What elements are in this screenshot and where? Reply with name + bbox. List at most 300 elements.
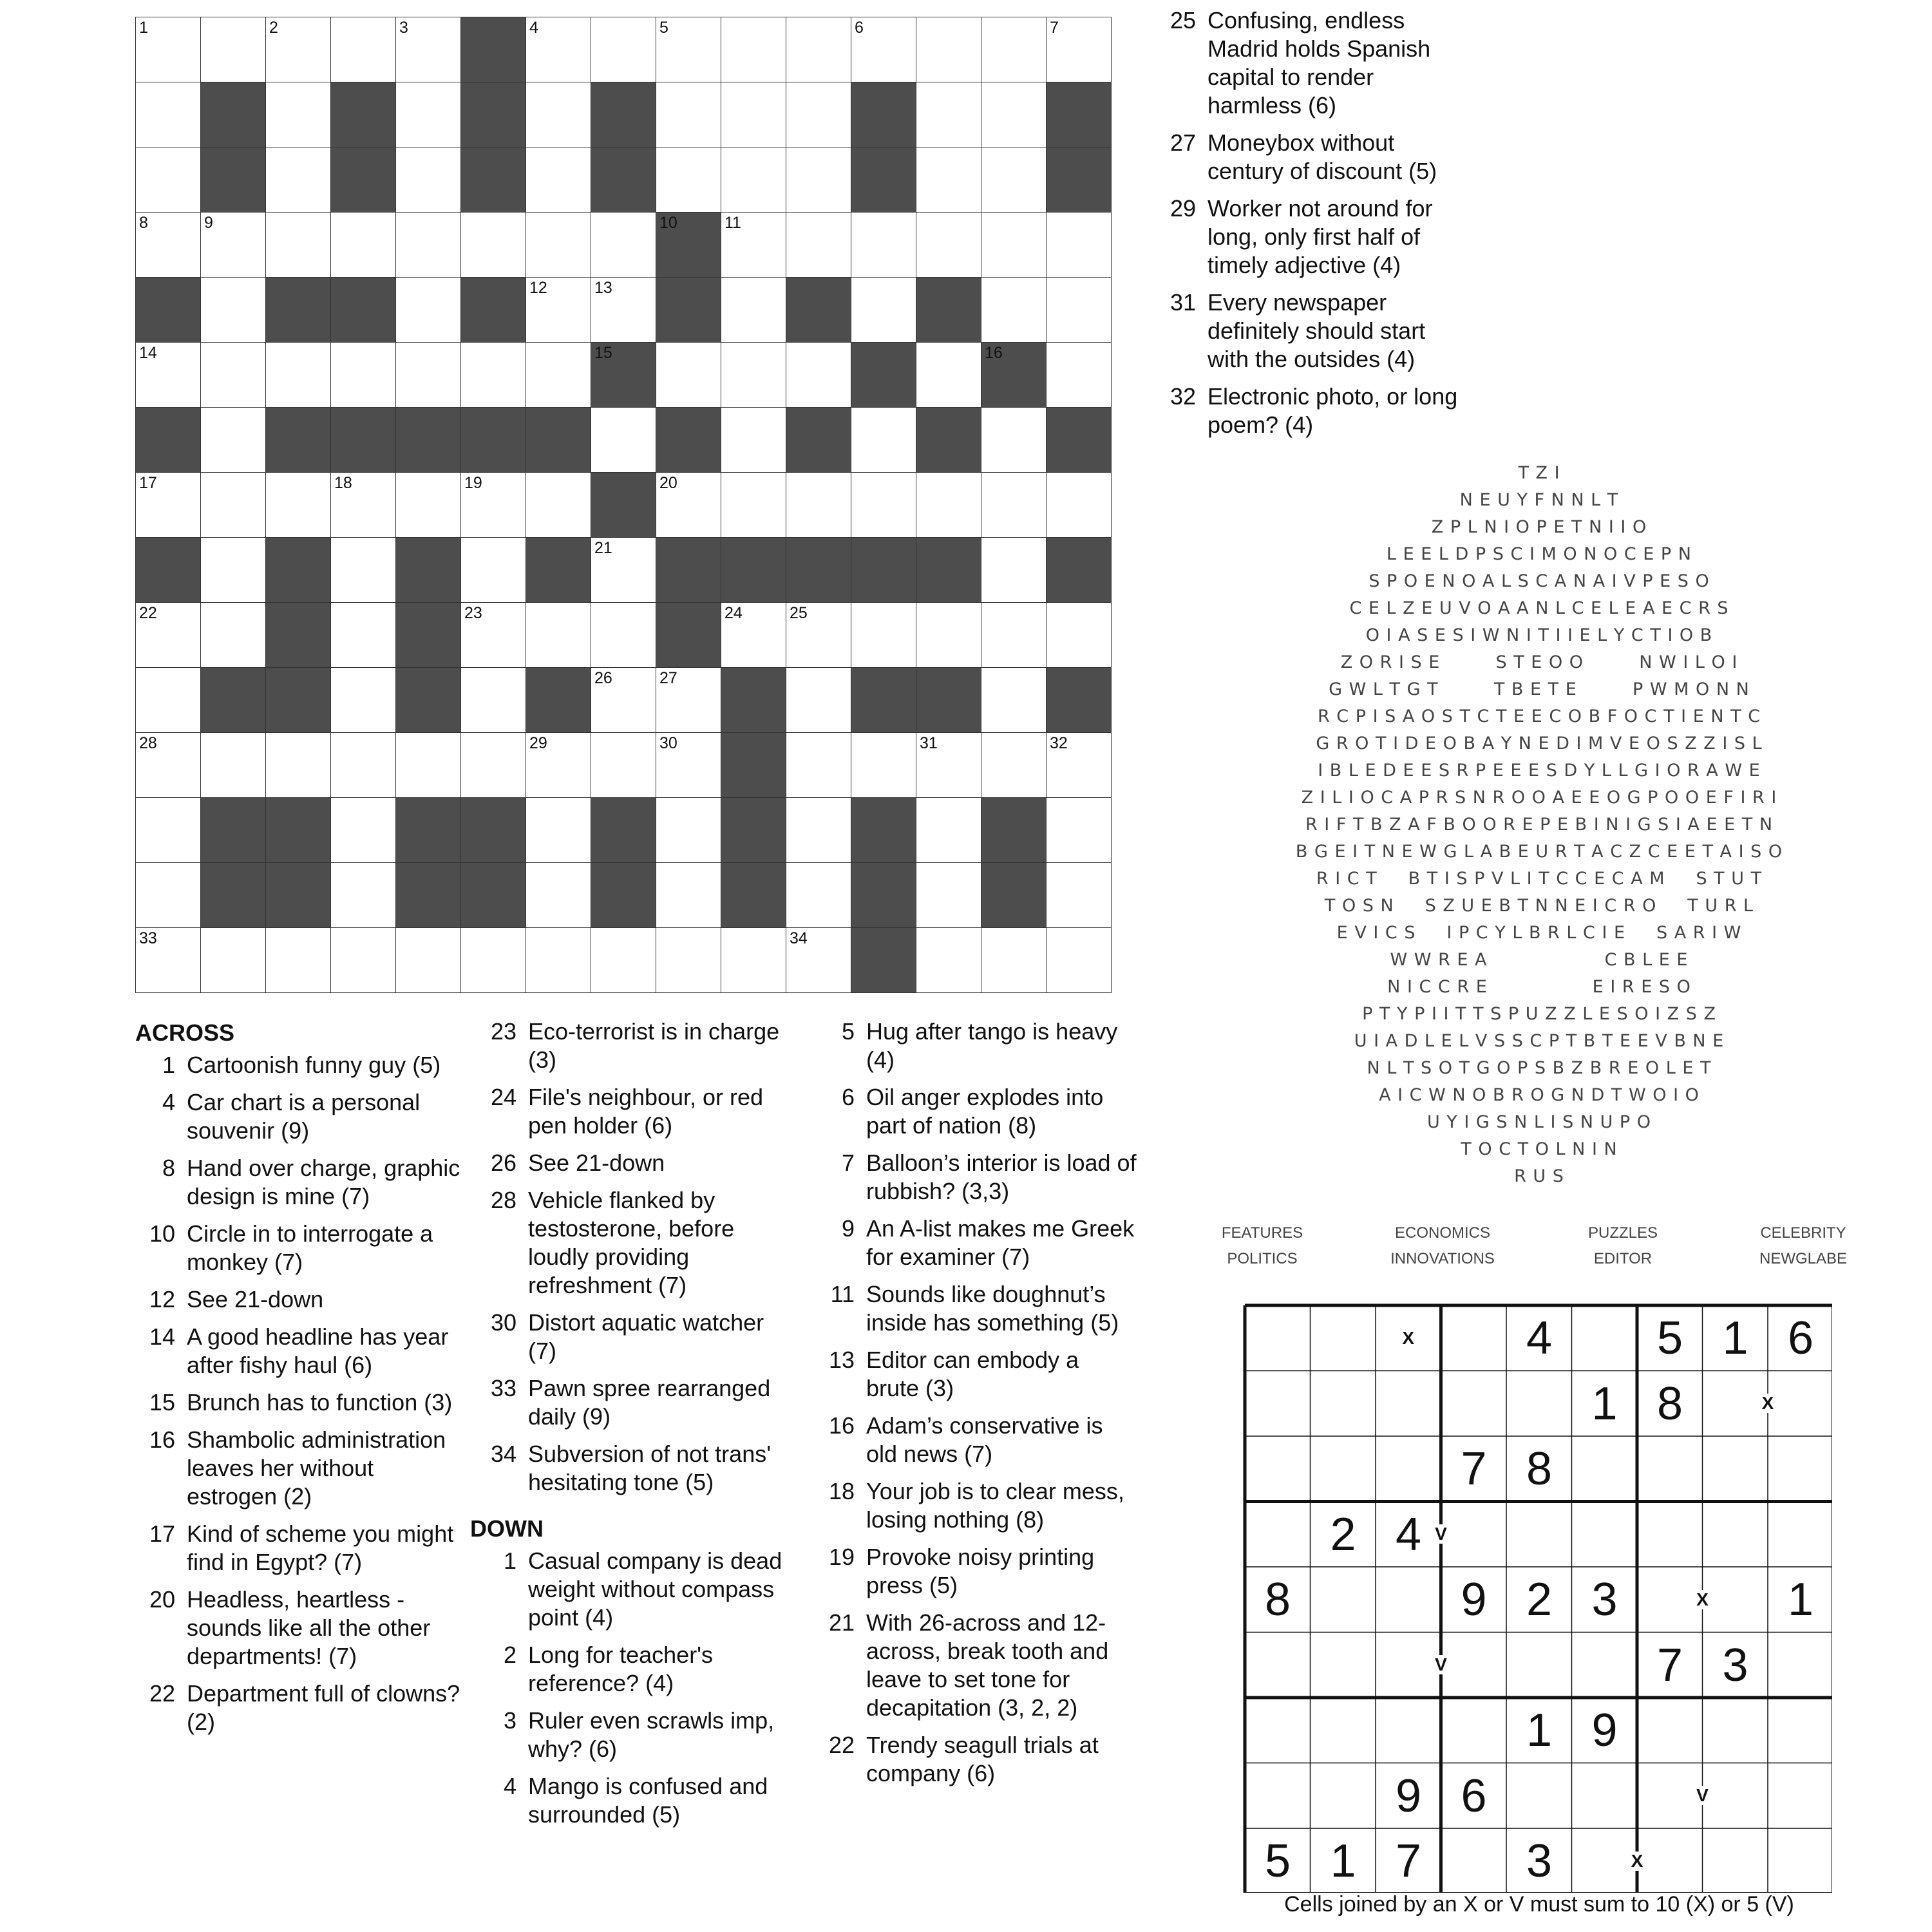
crossword-black-cell — [981, 342, 1046, 408]
sudoku-empty-cell[interactable] — [1637, 1828, 1703, 1894]
crossword-cell[interactable] — [786, 342, 851, 408]
word-list-item: EDITOR — [1593, 1250, 1653, 1267]
sudoku-empty-cell[interactable] — [1703, 1567, 1768, 1633]
clue-number: 34 — [790, 929, 808, 947]
crossword-black-cell — [395, 862, 461, 928]
crossword-cell[interactable] — [135, 862, 201, 928]
clue-item-text: Adam’s conservative is old news (7) — [866, 1412, 1103, 1467]
crossword-black-cell — [916, 407, 981, 473]
sudoku-empty-cell[interactable] — [1703, 1763, 1768, 1829]
sudoku-empty-cell[interactable] — [1441, 1502, 1507, 1567]
crossword-cell[interactable] — [851, 472, 916, 538]
clue-item-number: 22 — [149, 1680, 175, 1707]
crossword-cell[interactable] — [591, 277, 656, 343]
crossword-black-cell — [1046, 147, 1112, 213]
crossword-cell[interactable] — [981, 927, 1046, 993]
crossword-cell[interactable] — [591, 602, 656, 668]
sudoku-empty-cell[interactable] — [1506, 1633, 1572, 1698]
crossword-black-cell — [135, 537, 201, 603]
sudoku-empty-cell[interactable] — [1572, 1828, 1638, 1894]
clue-item-text: Subversion of not trans' hesitating tone (5) — [528, 1441, 772, 1495]
sudoku-empty-cell[interactable] — [1311, 1371, 1376, 1437]
sudoku-empty-cell[interactable] — [1311, 1436, 1376, 1502]
crossword-cell[interactable] — [135, 147, 201, 213]
crossword-cell[interactable] — [330, 862, 396, 928]
sudoku-given-cell: 1 — [1787, 1574, 1814, 1625]
sudoku-empty-cell[interactable] — [1572, 1763, 1638, 1829]
sudoku-empty-cell[interactable] — [1768, 1763, 1833, 1829]
crossword-cell[interactable] — [330, 667, 396, 733]
clue-item-number: 3 — [503, 1707, 516, 1734]
crossword-cell[interactable] — [200, 212, 266, 278]
sudoku-empty-cell[interactable] — [1311, 1698, 1376, 1763]
crossword-cell[interactable] — [916, 927, 981, 993]
crossword-cell[interactable] — [591, 732, 656, 798]
crossword-cell[interactable] — [460, 342, 526, 408]
crossword-cell[interactable] — [656, 342, 721, 408]
crossword-cell[interactable] — [526, 797, 591, 863]
crossword-cell[interactable] — [135, 732, 201, 798]
crossword-cell[interactable] — [591, 407, 656, 473]
crossword-cell[interactable] — [265, 342, 331, 408]
crossword-cell[interactable] — [526, 212, 591, 278]
sudoku-empty-cell[interactable] — [1376, 1698, 1441, 1763]
crossword-cell[interactable] — [786, 667, 851, 733]
crossword-cell[interactable] — [656, 17, 721, 82]
clue-item-number: 4 — [162, 1089, 175, 1115]
crossword-cell[interactable] — [526, 17, 591, 82]
clue-item — [477, 1440, 799, 1497]
crossword-black-cell — [591, 82, 656, 147]
crossword-cell[interactable] — [721, 407, 786, 473]
crossword-black-cell — [916, 667, 981, 733]
crossword-black-cell — [721, 667, 786, 733]
sudoku-empty-cell[interactable] — [1637, 1436, 1703, 1502]
crossword-cell[interactable] — [916, 82, 981, 147]
crossword-cell[interactable] — [200, 407, 266, 473]
crossword-cell[interactable] — [656, 862, 721, 928]
sudoku-empty-cell[interactable] — [1703, 1502, 1768, 1567]
crossword-cell[interactable] — [656, 927, 721, 993]
sudoku-empty-cell[interactable] — [1245, 1633, 1311, 1698]
clue-item-text: Sounds like doughnut’s inside has something (5) — [866, 1281, 1119, 1336]
sudoku-empty-cell[interactable] — [1376, 1371, 1441, 1437]
crossword-cell[interactable] — [981, 407, 1046, 473]
sudoku-given-cell: 1 — [1722, 1312, 1748, 1364]
clue-number: 31 — [920, 734, 938, 752]
crossword-cell[interactable] — [981, 212, 1046, 278]
crossword-black-cell — [851, 862, 916, 928]
sudoku-empty-cell[interactable] — [1572, 1502, 1638, 1567]
crossword-cell[interactable] — [265, 82, 331, 147]
sudoku-empty-cell[interactable] — [1768, 1698, 1833, 1763]
clue-item — [1156, 194, 1465, 279]
clue-item — [135, 1323, 464, 1379]
crossword-cell[interactable] — [135, 342, 201, 408]
crossword-cell[interactable] — [330, 797, 396, 863]
crossword-black-cell — [656, 277, 721, 343]
sudoku-empty-cell[interactable] — [1768, 1633, 1833, 1698]
crossword-cell[interactable] — [460, 927, 526, 993]
crossword-cell[interactable] — [200, 537, 266, 603]
crossword-cell[interactable] — [265, 17, 331, 82]
crossword-cell[interactable] — [786, 927, 851, 993]
sudoku-empty-cell[interactable] — [1376, 1567, 1441, 1633]
sudoku-empty-cell[interactable] — [1703, 1436, 1768, 1502]
crossword-cell[interactable] — [1046, 797, 1112, 863]
clue-item-text: Long for teacher's reference? (4) — [528, 1642, 714, 1696]
crossword-black-cell — [395, 537, 461, 603]
sudoku-empty-cell[interactable] — [1572, 1436, 1638, 1502]
sudoku-empty-cell[interactable] — [1376, 1633, 1441, 1698]
sudoku-empty-cell[interactable] — [1506, 1502, 1572, 1567]
crossword-black-cell — [786, 277, 851, 343]
crossword-cell[interactable] — [916, 212, 981, 278]
crossword-black-cell — [200, 147, 266, 213]
crossword-cell[interactable] — [330, 732, 396, 798]
clue-item-text: Worker not around for long, only first half of timely adjective (4) — [1208, 195, 1433, 278]
crossword-cell[interactable] — [786, 147, 851, 213]
crossword-cell[interactable] — [330, 212, 396, 278]
crossword-cell[interactable] — [1046, 602, 1112, 668]
crossword-cell[interactable] — [981, 147, 1046, 213]
crossword-cell[interactable] — [200, 927, 266, 993]
crossword-cell[interactable] — [721, 927, 786, 993]
crossword-cell[interactable] — [526, 147, 591, 213]
clue-item-number: 5 — [841, 1018, 855, 1045]
sudoku-given-cell: 4 — [1395, 1508, 1422, 1560]
clue-number: 16 — [985, 344, 1003, 362]
clue-item-text: Oil anger explodes into part of nation (8) — [866, 1084, 1104, 1139]
crossword-cell[interactable] — [200, 17, 266, 82]
sudoku-empty-cell[interactable] — [1572, 1305, 1638, 1371]
sudoku-caption: Cells joined by an X or V must sum to 10 (X) or 5 (V) — [1284, 1892, 1794, 1917]
clue-column-2 — [470, 1018, 799, 1838]
crossword-cell[interactable] — [265, 472, 331, 538]
crossword-cell[interactable] — [786, 862, 851, 928]
crossword-cell[interactable] — [591, 667, 656, 733]
crossword-cell[interactable] — [265, 147, 331, 213]
crossword-cell[interactable] — [591, 537, 656, 603]
crossword-cell[interactable] — [656, 82, 721, 147]
crossword-cell[interactable] — [526, 732, 591, 798]
crossword-cell[interactable] — [1046, 472, 1112, 538]
crossword-cell[interactable] — [656, 732, 721, 798]
crossword-black-cell — [591, 147, 656, 213]
clue-item-text: Your job is to clear mess, losing nothing (8) — [866, 1478, 1124, 1533]
sudoku-xv-mark: V — [1695, 1786, 1710, 1805]
word-search-row: R I C T B T I S P V L I T C C E C A M S T U T — [1316, 869, 1763, 889]
sudoku-given-cell: 6 — [1461, 1770, 1487, 1822]
crossword-cell[interactable] — [265, 212, 331, 278]
sudoku-empty-cell[interactable] — [1376, 1436, 1441, 1502]
crossword-cell[interactable] — [460, 667, 526, 733]
clue-number: 4 — [529, 19, 538, 37]
crossword-cell[interactable] — [916, 602, 981, 668]
sudoku-given-cell: 9 — [1591, 1705, 1618, 1756]
crossword-cell[interactable] — [591, 17, 656, 82]
clue-item — [135, 1586, 464, 1671]
clue-item — [477, 1772, 799, 1829]
crossword-cell[interactable] — [851, 277, 916, 343]
clue-item-text: Confusing, endless Madrid holds Spanish capital to render harmless (6) — [1208, 7, 1431, 118]
crossword-cell[interactable] — [1046, 212, 1112, 278]
crossword-cell[interactable] — [330, 472, 396, 538]
crossword-cell[interactable] — [786, 797, 851, 863]
sudoku-given-cell: 9 — [1395, 1770, 1422, 1822]
word-list-item: FEATURES — [1221, 1224, 1303, 1242]
crossword-cell[interactable] — [265, 927, 331, 993]
crossword-cell[interactable] — [786, 732, 851, 798]
crossword-cell[interactable] — [526, 862, 591, 928]
sudoku-empty-cell[interactable] — [1703, 1371, 1768, 1437]
crossword-cell[interactable] — [851, 732, 916, 798]
sudoku-empty-cell[interactable] — [1441, 1828, 1507, 1894]
crossword-cell[interactable] — [981, 277, 1046, 343]
crossword-cell[interactable] — [330, 927, 396, 993]
crossword-black-cell — [981, 797, 1046, 863]
clue-item — [1156, 129, 1465, 185]
crossword-cell[interactable] — [916, 17, 981, 82]
sudoku-empty-cell[interactable] — [1441, 1633, 1507, 1698]
crossword-black-cell — [851, 147, 916, 213]
crossword-cell[interactable] — [135, 797, 201, 863]
crossword-cell[interactable] — [916, 147, 981, 213]
sudoku-empty-cell[interactable] — [1637, 1567, 1703, 1633]
crossword-black-cell — [460, 147, 526, 213]
clue-item-number: 17 — [149, 1520, 175, 1547]
crossword-cell[interactable] — [1046, 277, 1112, 343]
sudoku-empty-cell[interactable] — [1245, 1763, 1311, 1829]
crossword-cell[interactable] — [851, 212, 916, 278]
crossword-cell[interactable] — [460, 537, 526, 603]
sudoku-empty-cell[interactable] — [1768, 1502, 1833, 1567]
crossword-cell[interactable] — [135, 17, 201, 82]
crossword-cell[interactable] — [1046, 342, 1112, 408]
clue-number: 18 — [334, 474, 352, 492]
sudoku-empty-cell[interactable] — [1572, 1633, 1638, 1698]
sudoku-empty-cell[interactable] — [1441, 1305, 1507, 1371]
sudoku-empty-cell[interactable] — [1637, 1698, 1703, 1763]
crossword-cell[interactable] — [1046, 927, 1112, 993]
clue-item-number: 23 — [490, 1018, 516, 1045]
clue-item — [1156, 289, 1465, 374]
crossword-cell[interactable] — [135, 927, 201, 993]
word-list-item: PUZZLES — [1587, 1224, 1658, 1242]
crossword-cell[interactable] — [135, 472, 201, 538]
crossword-cell[interactable] — [721, 82, 786, 147]
clue-item-number: 21 — [828, 1609, 855, 1636]
crossword-cell[interactable] — [526, 342, 591, 408]
clue-item-text: Mango is confused and surrounded (5) — [528, 1773, 768, 1828]
crossword-cell[interactable] — [460, 212, 526, 278]
crossword-cell[interactable] — [591, 927, 656, 993]
crossword-black-cell — [460, 277, 526, 343]
xv-sudoku-grid[interactable] — [1243, 1303, 1832, 1893]
sudoku-empty-cell[interactable] — [1311, 1305, 1376, 1371]
sudoku-empty-cell[interactable] — [1637, 1502, 1703, 1567]
crossword-cell[interactable] — [526, 472, 591, 538]
crossword-cell[interactable] — [135, 602, 201, 668]
clue-item — [477, 1547, 799, 1632]
crossword-cell[interactable] — [135, 667, 201, 733]
crossword-cell[interactable] — [526, 602, 591, 668]
crossword-cell[interactable] — [395, 82, 461, 147]
crossword-cell[interactable] — [265, 732, 331, 798]
clue-number: 9 — [204, 214, 213, 232]
sudoku-empty-cell[interactable] — [1703, 1828, 1768, 1894]
crossword-black-cell — [916, 537, 981, 603]
crossword-cell[interactable] — [656, 472, 721, 538]
clue-item-number: 26 — [490, 1150, 516, 1176]
crossword-cell[interactable] — [395, 472, 461, 538]
crossword-cell[interactable] — [721, 147, 786, 213]
sudoku-empty-cell[interactable] — [1245, 1305, 1311, 1371]
sudoku-empty-cell[interactable] — [1441, 1371, 1507, 1437]
crossword-grid[interactable] — [135, 17, 1111, 992]
crossword-cell[interactable] — [786, 602, 851, 668]
clue-item-text: A good headline has year after fishy haul (6) — [187, 1323, 449, 1378]
word-search-row: L E E L D P S C I M O N O C E P N — [1387, 544, 1692, 564]
crossword-cell[interactable] — [981, 472, 1046, 538]
crossword-cell[interactable] — [981, 602, 1046, 668]
sudoku-empty-cell[interactable] — [1245, 1502, 1311, 1567]
sudoku-empty-cell[interactable] — [1441, 1698, 1507, 1763]
crossword-cell[interactable] — [135, 212, 201, 278]
crossword-cell[interactable] — [786, 17, 851, 82]
sudoku-given-cell: 2 — [1526, 1574, 1553, 1625]
sudoku-empty-cell[interactable] — [1768, 1828, 1833, 1894]
crossword-cell[interactable] — [1046, 732, 1112, 798]
crossword-black-cell — [851, 927, 916, 993]
sudoku-empty-cell[interactable] — [1311, 1633, 1376, 1698]
crossword-cell[interactable] — [916, 732, 981, 798]
crossword-cell[interactable] — [916, 472, 981, 538]
crossword-cell[interactable] — [1046, 17, 1112, 82]
crossword-cell[interactable] — [395, 732, 461, 798]
crossword-cell[interactable] — [656, 147, 721, 213]
crossword-cell[interactable] — [135, 82, 201, 147]
clue-number: 24 — [724, 604, 743, 622]
crossword-cell[interactable] — [916, 342, 981, 408]
clue-item-number: 11 — [830, 1281, 855, 1307]
clue-number: 21 — [594, 539, 612, 557]
crossword-cell[interactable] — [526, 927, 591, 993]
crossword-cell[interactable] — [200, 602, 266, 668]
crossword-cell[interactable] — [981, 17, 1046, 82]
crossword-cell[interactable] — [200, 342, 266, 408]
sudoku-empty-cell[interactable] — [1637, 1763, 1703, 1829]
crossword-cell[interactable] — [981, 537, 1046, 603]
crossword-cell[interactable] — [460, 602, 526, 668]
crossword-cell[interactable] — [330, 17, 396, 82]
sudoku-empty-cell[interactable] — [1245, 1436, 1311, 1502]
word-search-row: N L T S O T G O P S B Z B R E O L E T — [1367, 1058, 1712, 1078]
clue-item — [815, 1477, 1137, 1534]
crossword-cell[interactable] — [395, 17, 461, 82]
crossword-black-cell — [395, 667, 461, 733]
sudoku-empty-cell[interactable] — [1768, 1436, 1833, 1502]
crossword-cell[interactable] — [330, 342, 396, 408]
crossword-cell[interactable] — [851, 17, 916, 82]
crossword-cell[interactable] — [526, 277, 591, 343]
crossword-cell[interactable] — [330, 602, 396, 668]
sudoku-given-cell: 5 — [1656, 1312, 1683, 1364]
crossword-cell[interactable] — [786, 212, 851, 278]
clue-item — [815, 1215, 1137, 1271]
crossword-cell[interactable] — [851, 407, 916, 473]
crossword-cell[interactable] — [721, 602, 786, 668]
crossword-cell[interactable] — [851, 602, 916, 668]
crossword-cell[interactable] — [591, 212, 656, 278]
clue-item — [135, 1088, 464, 1145]
crossword-black-cell — [1046, 537, 1112, 603]
sudoku-empty-cell[interactable] — [1311, 1763, 1376, 1829]
crossword-cell[interactable] — [981, 82, 1046, 147]
crossword-cell[interactable] — [916, 797, 981, 863]
crossword-cell[interactable] — [526, 82, 591, 147]
crossword-cell[interactable] — [395, 277, 461, 343]
crossword-cell[interactable] — [200, 472, 266, 538]
crossword-cell[interactable] — [786, 82, 851, 147]
sudoku-empty-cell[interactable] — [1245, 1371, 1311, 1437]
clue-item-number: 4 — [503, 1773, 516, 1799]
word-search-row: N I C C R E E I R E S O — [1387, 977, 1691, 997]
crossword-cell[interactable] — [721, 472, 786, 538]
clue-item — [1156, 6, 1465, 120]
clue-number: 33 — [139, 929, 157, 947]
clue-item — [1156, 383, 1465, 439]
crossword-cell[interactable] — [786, 472, 851, 538]
clue-number: 8 — [139, 214, 148, 232]
crossword-cell[interactable] — [981, 732, 1046, 798]
sudoku-empty-cell[interactable] — [1506, 1763, 1572, 1829]
crossword-cell[interactable] — [395, 212, 461, 278]
crossword-cell[interactable] — [200, 732, 266, 798]
crossword-black-cell — [1046, 667, 1112, 733]
crossword-cell[interactable] — [1046, 862, 1112, 928]
crossword-cell[interactable] — [395, 147, 461, 213]
sudoku-empty-cell[interactable] — [1703, 1698, 1768, 1763]
crossword-cell[interactable] — [656, 667, 721, 733]
crossword-cell[interactable] — [721, 212, 786, 278]
sudoku-empty-cell[interactable] — [1311, 1567, 1376, 1633]
sudoku-empty-cell[interactable] — [1506, 1371, 1572, 1437]
sudoku-empty-cell[interactable] — [1768, 1371, 1833, 1437]
crossword-cell[interactable] — [200, 277, 266, 343]
crossword-cell[interactable] — [395, 342, 461, 408]
crossword-cell[interactable] — [460, 732, 526, 798]
crossword-cell[interactable] — [916, 862, 981, 928]
clue-item-number: 18 — [828, 1478, 855, 1504]
clue-number: 15 — [594, 344, 612, 362]
crossword-cell[interactable] — [460, 472, 526, 538]
crossword-cell[interactable] — [395, 927, 461, 993]
crossword-cell[interactable] — [721, 277, 786, 343]
crossword-cell[interactable] — [721, 17, 786, 82]
crossword-cell[interactable] — [721, 342, 786, 408]
clue-item-number: 27 — [1170, 129, 1196, 156]
clue-item-number: 15 — [149, 1389, 175, 1416]
sudoku-empty-cell[interactable] — [1245, 1698, 1311, 1763]
crossword-cell[interactable] — [981, 667, 1046, 733]
clue-item-text: Car chart is a personal souvenir (9) — [187, 1089, 421, 1144]
crossword-cell[interactable] — [330, 537, 396, 603]
clue-number: 20 — [659, 474, 677, 492]
clue-item-text: Hug after tango is heavy (4) — [866, 1018, 1118, 1073]
crossword-cell[interactable] — [656, 797, 721, 863]
clue-number: 17 — [139, 474, 157, 492]
